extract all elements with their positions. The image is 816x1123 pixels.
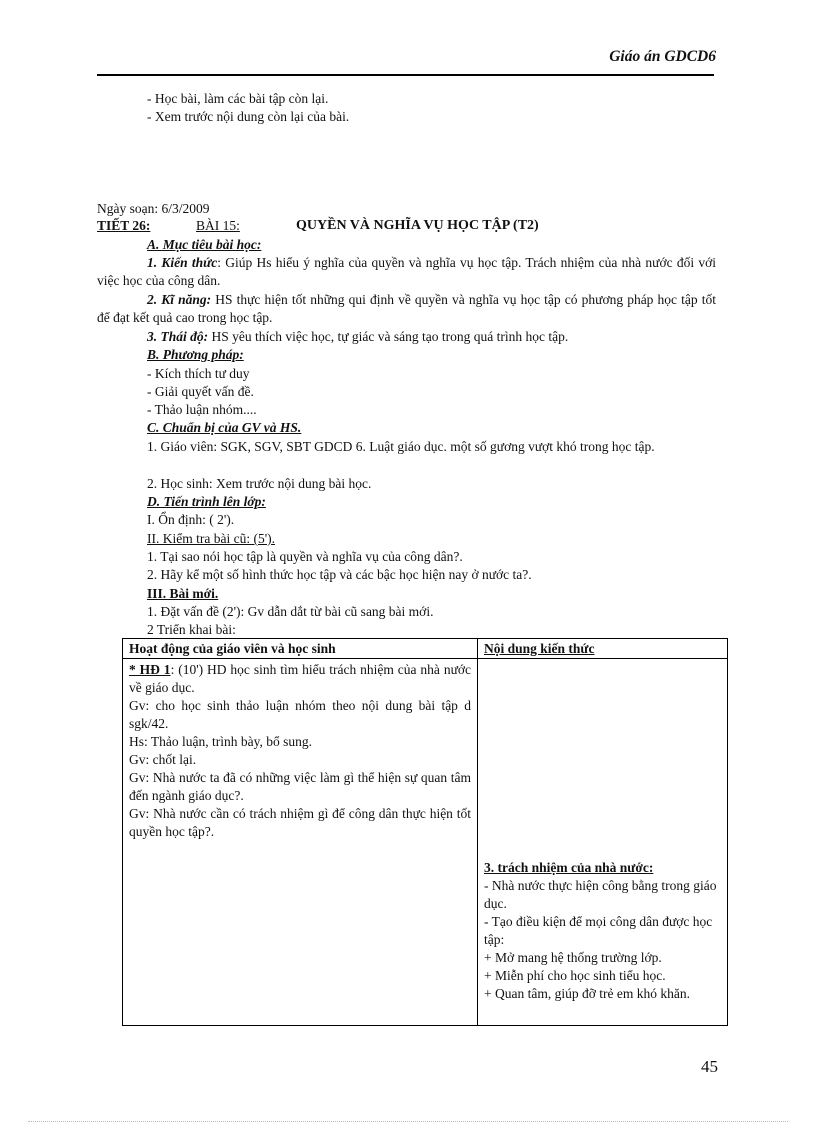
activity-line: Gv: Nhà nước cần có trách nhiệm gì để công dân thực hiện tốt quyền học tập?. (129, 806, 471, 839)
review-question: 1. Tại sao nói học tập là quyền và nghĩa vụ của công dân?. (147, 549, 463, 564)
objective-knowledge (97, 254, 716, 290)
content-heading: 3. trách nhiệm của nhà nước: (484, 860, 654, 875)
table-row (123, 659, 728, 1026)
stabilize-step: I. Ổn định: ( 2'). (147, 512, 235, 527)
document-header-title: Giáo án GDCD6 (609, 48, 716, 65)
activity-line: Gv: cho học sinh thảo luận nhóm theo nội dung bài tập d sgk/42. (129, 698, 471, 731)
lesson-deploy: 2 Triển khai bài: (147, 622, 236, 637)
section-c-heading: C. Chuẩn bị của GV và HS. (147, 420, 302, 435)
attitude-label: 3. Thái độ: (147, 329, 209, 344)
intro-line: - Học bài, làm các bài tập còn lại. (147, 91, 329, 106)
lesson-intro: 1. Đặt vấn đề (2'): Gv dẫn dắt từ bài cũ sang bài mới. (147, 604, 434, 619)
check-old-lesson: II. Kiểm tra bài cũ: (5'). (147, 531, 276, 546)
content-item: - Nhà nước thực hiện công bằng trong giáo dục. (484, 878, 717, 911)
lesson-title: QUYỀN VÀ NGHĨA VỤ HỌC TẬP (T2) (296, 218, 539, 233)
page-bottom-edge (28, 1121, 788, 1122)
prep-student: 2. Học sinh: Xem trước nội dung bài học. (147, 476, 372, 491)
objective-attitude (97, 328, 716, 346)
header-divider (97, 74, 714, 76)
content-item: + Mở mang hệ thống trường lớp. (484, 950, 662, 965)
knowledge-label: 1. Kiến thức (147, 255, 218, 270)
prep-date: Ngày soạn: 6/3/2009 (97, 201, 210, 216)
skill-text: HS thực hiện tốt những qui định về quyền và nghĩa vụ học tập có phương pháp học tập tốt để đạt kết quả cao trong học tập. (97, 292, 716, 325)
column-header-content: Nội dung kiến thức (478, 639, 728, 659)
lesson-number: BÀI 15: (196, 218, 240, 233)
activity-line: Gv: chốt lại. (129, 752, 197, 767)
method-item: - Thảo luận nhóm.... (147, 402, 257, 417)
content-cell (478, 659, 728, 1026)
period-label: TIẾT 26: (97, 218, 151, 233)
content-item: + Miễn phí cho học sinh tiểu học. (484, 968, 666, 983)
section-b-heading: B. Phương pháp: (147, 347, 244, 362)
hd1-text: : (10') HD học sinh tìm hiểu trách nhiệm của nhà nước về giáo dục. (129, 662, 472, 695)
page-number: 45 (701, 1057, 718, 1076)
column-header-activities: Hoạt động của giáo viên và học sinh (123, 639, 478, 659)
activity-heading (129, 661, 471, 697)
prep-teacher: 1. Giáo viên: SGK, SGV, SBT GDCD 6. Luật giáo dục. một số gương vượt khó trong học tập. (147, 439, 655, 454)
review-question: 2. Hãy kể một số hình thức học tập và các bậc học hiện nay ở nước ta?. (147, 567, 532, 582)
content-item: - Tạo điều kiện để mọi công dân được học tập: (484, 914, 713, 947)
activity-line: Hs: Thảo luận, trình bày, bổ sung. (129, 734, 312, 749)
knowledge-text: : Giúp Hs hiểu ý nghĩa của quyền và nghĩa vụ học tập. Trách nhiệm của nhà nước đối với việc học của công dân. (97, 255, 716, 288)
lesson-activity-table (122, 638, 728, 1026)
intro-line: - Xem trước nội dung còn lại của bài. (147, 109, 350, 124)
skill-label: 2. Kĩ năng: (147, 292, 212, 307)
method-item: - Giải quyết vấn đề. (147, 384, 254, 399)
activity-line: Gv: Nhà nước ta đã có những việc làm gì thể hiện sự quan tâm đến ngành giáo dục?. (129, 770, 471, 803)
objective-skill (97, 291, 716, 327)
activities-cell (123, 659, 478, 1026)
new-lesson-heading: III. Bài mới. (147, 586, 219, 601)
hd1-label: * HĐ 1 (129, 662, 171, 677)
section-a-heading: A. Mục tiêu bài học: (147, 237, 262, 252)
method-item: - Kích thích tư duy (147, 366, 250, 381)
table-header-row (123, 639, 728, 659)
attitude-text: HS yêu thích việc học, tự giác và sáng tạo trong quá trình học tập. (208, 329, 569, 344)
section-d-heading: D. Tiến trình lên lớp: (147, 494, 266, 509)
content-item: + Quan tâm, giúp đỡ trẻ em khó khăn. (484, 986, 690, 1001)
